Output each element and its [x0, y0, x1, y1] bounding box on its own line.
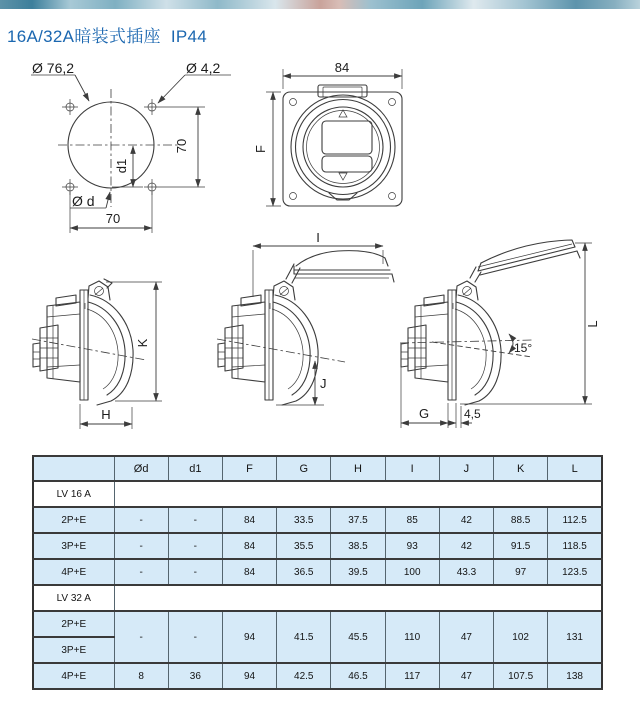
- value-cell: 41.5: [277, 611, 331, 663]
- value-cell: 131: [548, 611, 602, 663]
- column-header: d1: [168, 456, 222, 481]
- row-label-cell: 4P+E: [33, 559, 114, 585]
- value-cell: 35.5: [277, 533, 331, 559]
- column-header: I: [385, 456, 439, 481]
- value-cell: 123.5: [548, 559, 602, 585]
- section-spacer-cell: [114, 481, 602, 507]
- section-row-lv32a: [33, 585, 602, 611]
- value-cell: 84: [222, 533, 276, 559]
- value-cell: 84: [222, 559, 276, 585]
- dim-label-45: 4,5: [464, 407, 481, 421]
- value-cell: 138: [548, 663, 602, 689]
- dim-label-spacing-horizontal: 70: [105, 211, 121, 226]
- value-cell: 46.5: [331, 663, 385, 689]
- side-view-closed-drawing: [32, 279, 162, 429]
- dim-label-k: K: [135, 338, 150, 348]
- column-header: J: [439, 456, 493, 481]
- dim-label-d1: d1: [114, 158, 129, 174]
- value-cell: 36.5: [277, 559, 331, 585]
- value-cell: 97: [494, 559, 548, 585]
- value-cell: 8: [114, 663, 168, 689]
- value-cell: 117: [385, 663, 439, 689]
- section-label-cell: LV 32 A: [33, 585, 114, 611]
- side-view-angle-drawing: [400, 240, 600, 428]
- value-cell: -: [114, 533, 168, 559]
- value-cell: 39.5: [331, 559, 385, 585]
- dim-label-dia-circle: Ø 76,2: [32, 60, 75, 76]
- table-row: [33, 559, 602, 585]
- column-header: [33, 456, 114, 481]
- value-cell: 36: [168, 663, 222, 689]
- header-photo-strip: [0, 0, 640, 9]
- section-label-cell: LV 16 A: [33, 481, 114, 507]
- side-view-open-drawing: [217, 230, 394, 405]
- dim-label-angle: 15°: [514, 341, 533, 355]
- value-cell: 100: [385, 559, 439, 585]
- value-cell: -: [168, 507, 222, 533]
- table-row: [33, 507, 602, 533]
- dim-label-j: J: [320, 376, 327, 391]
- dim-label-84: 84: [334, 60, 350, 75]
- value-cell: 33.5: [277, 507, 331, 533]
- header-row: [33, 456, 602, 481]
- value-cell: 110: [385, 611, 439, 663]
- front-view-drawing: [253, 60, 402, 206]
- table-row: [33, 611, 602, 637]
- value-cell: 107.5: [494, 663, 548, 689]
- page-title: 16A/32A暗装式插座 IP44: [7, 27, 208, 46]
- dim-label-i: I: [316, 230, 320, 245]
- dimensions-table: [32, 455, 603, 690]
- value-cell: 112.5: [548, 507, 602, 533]
- value-cell: 94: [222, 611, 276, 663]
- row-label-cell: 4P+E: [33, 663, 114, 689]
- value-cell: 43.3: [439, 559, 493, 585]
- dim-label-h: H: [101, 407, 111, 422]
- value-cell: -: [168, 611, 222, 663]
- value-cell: -: [114, 559, 168, 585]
- value-cell: 102: [494, 611, 548, 663]
- row-label-cell: 2P+E: [33, 507, 114, 533]
- value-cell: 38.5: [331, 533, 385, 559]
- section-spacer-cell: [114, 585, 602, 611]
- dim-label-l: L: [585, 320, 600, 328]
- value-cell: 42: [439, 533, 493, 559]
- column-header: K: [494, 456, 548, 481]
- dim-label-dia-d: Ø d: [72, 193, 95, 209]
- column-header: L: [548, 456, 602, 481]
- value-cell: 42.5: [277, 663, 331, 689]
- dim-label-dia-holes: Ø 4,2: [186, 60, 221, 76]
- table-row: [33, 663, 602, 689]
- value-cell: -: [168, 559, 222, 585]
- value-cell: 94: [222, 663, 276, 689]
- dim-label-spacing-vertical: 70: [174, 138, 189, 154]
- value-cell: -: [114, 507, 168, 533]
- table-row: [33, 533, 602, 559]
- dim-label-g: G: [418, 406, 430, 421]
- value-cell: 118.5: [548, 533, 602, 559]
- row-label-cell: 3P+E: [33, 637, 114, 663]
- keying-mark-top: [339, 110, 347, 117]
- row-label-cell: 2P+E: [33, 611, 114, 637]
- value-cell: 91.5: [494, 533, 548, 559]
- value-cell: 85: [385, 507, 439, 533]
- column-header: H: [331, 456, 385, 481]
- value-cell: -: [168, 533, 222, 559]
- section-row-lv16a: [33, 481, 602, 507]
- hole-pattern-drawing: [31, 60, 231, 233]
- value-cell: -: [114, 611, 168, 663]
- value-cell: 42: [439, 507, 493, 533]
- value-cell: 47: [439, 611, 493, 663]
- value-cell: 45.5: [331, 611, 385, 663]
- value-cell: 47: [439, 663, 493, 689]
- value-cell: 88.5: [494, 507, 548, 533]
- row-label-cell: 3P+E: [33, 533, 114, 559]
- value-cell: 37.5: [331, 507, 385, 533]
- column-header: Ød: [114, 456, 168, 481]
- keying-mark-bottom: [339, 173, 347, 180]
- technical-drawings: [0, 55, 640, 455]
- value-cell: 93: [385, 533, 439, 559]
- value-cell: 84: [222, 507, 276, 533]
- dim-label-f: F: [253, 145, 268, 153]
- column-header: G: [277, 456, 331, 481]
- column-header: F: [222, 456, 276, 481]
